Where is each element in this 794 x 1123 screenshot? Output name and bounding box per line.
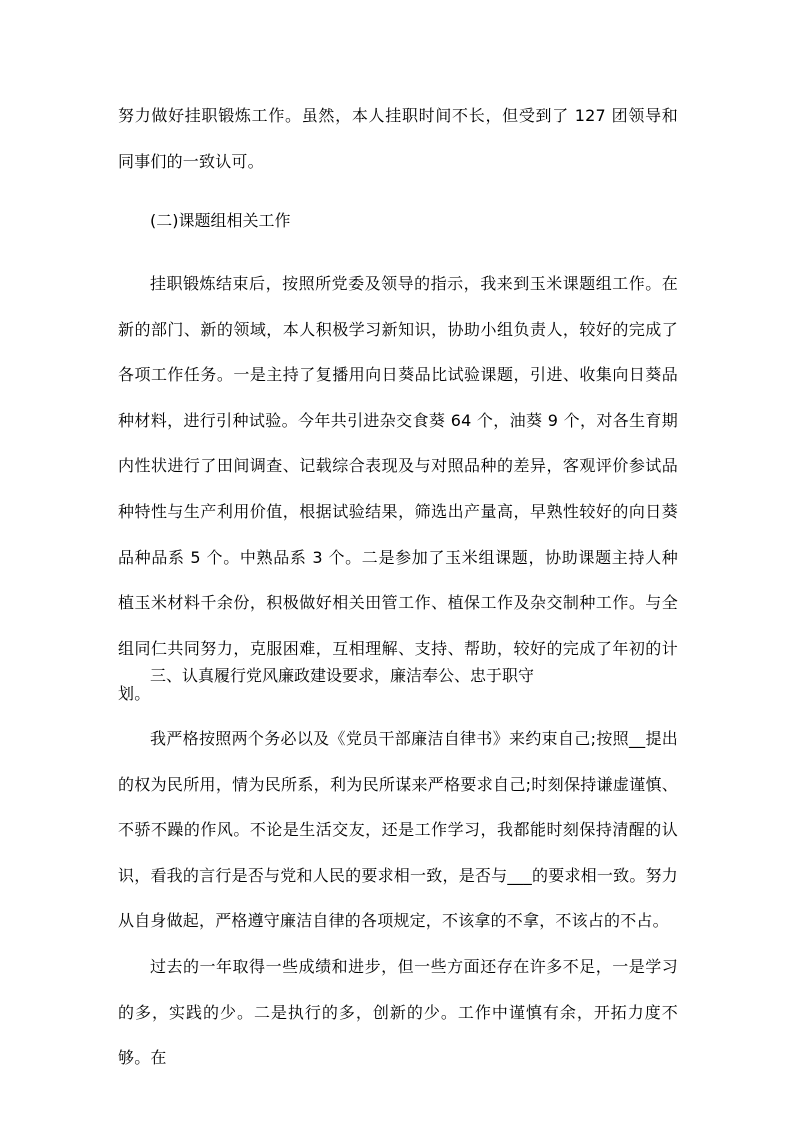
paragraph-continuation: 努力做好挂职锻炼工作。虽然，本人挂职时间不长，但受到了 127 团领导和同事们的一致认可。: [118, 106, 678, 171]
section-heading-integrity: 三、认真履行党风廉政建设要求，廉洁奉公、忠于职守: [150, 666, 535, 685]
section-heading-research-group: (二)课题组相关工作: [150, 211, 291, 230]
paragraph-integrity: 我严格按照两个务必以及《党员干部廉洁自律书》来约束自己;按照__提出的权为民所用，情为民所系，利为民所谋来严格要求自己;时刻保持谦虚谨慎、不骄不躁的作风。不论是生活交友，还是工作学习，我都能时刻保持清醒的认识，看我的言行是否与党和人民的要求相一致，是否与___的要求相一致。努力从自身做起，严格遵守廉洁自律的各项规定，不该拿的不拿，不该占的不占。: [118, 729, 678, 931]
paragraph-research-group-work: 挂职锻炼结束后，按照所党委及领导的指示，我来到玉米课题组工作。在新的部门、新的领域，本人积极学习新知识，协助小组负责人，较好的完成了各项工作任务。一是主持了复播用向日葵品比试验课题，引进、收集向日葵品种材料，进行引种试验。今年共引进杂交食葵 64 个，油葵 9 个，对各生育期内性状进行了田间调查、记载综合表现及与对照品种的差异，客观评价参试品种特性与生产利用价值，根据试验结果，筛选出产量高，早熟性较好的向日葵品种品系 5 个。中熟品系 3 个。二是参加了玉米组课题，协助课题主持人种植玉米材料千余份，积极做好相关田管工作、植保工作及杂交制种工作。与全组同仁共同努力，克服困难，互相理解、支持、帮助，较好的完成了年初的计划。: [118, 274, 678, 704]
paragraph-shortcomings: 过去的一年取得一些成绩和进步，但一些方面还存在许多不足，一是学习的多，实践的少。二是执行的多，创新的少。工作中谨慎有余，开拓力度不够。在: [118, 957, 678, 1068]
